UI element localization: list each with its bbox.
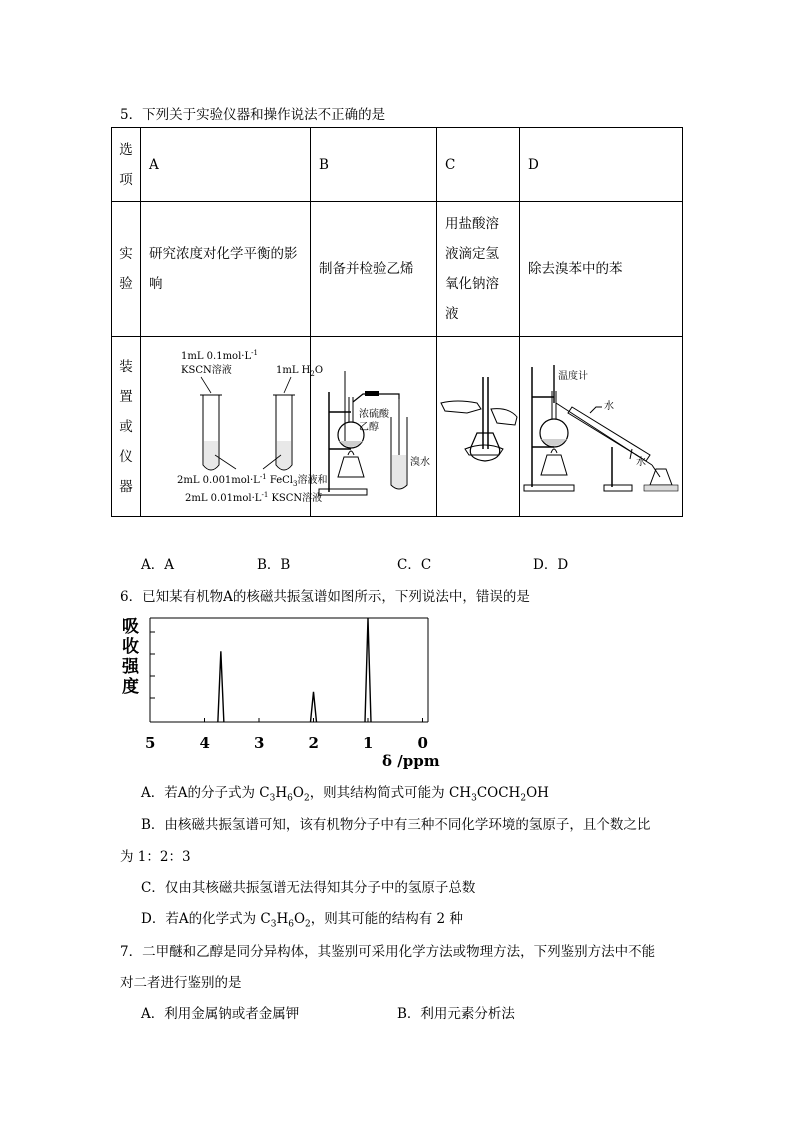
x-tick-label-0: 0 <box>417 734 428 752</box>
fig-a-cell <box>141 337 328 517</box>
fig-a-label-fecl3: 2mL $0.001mol\cdot L^{-1}$ FeCl$_3$溶液和 <box>177 473 328 488</box>
q6-option-a[interactable]: A．若A的分子式为 $C_3H_6O_2$，则其结构简式可能为 $CH_3COCH_2OH$ <box>141 785 549 804</box>
experiment-label-cell: 实 验 <box>112 202 141 337</box>
ylabel-char-0: 吸 <box>122 617 139 637</box>
q5-option-a[interactable]: A．A <box>141 557 174 573</box>
q5-option-c[interactable]: C．C <box>397 557 432 573</box>
fig-d-label-water-out: 水 <box>636 457 646 468</box>
right-hand <box>491 409 517 425</box>
fig-a-label-water: 1mL $H_2O$ <box>276 365 324 378</box>
x-tick-label-4: 4 <box>199 734 210 752</box>
fig-a-label-scn2: KSCN溶液 <box>181 365 232 376</box>
fig-c-titration <box>437 337 520 516</box>
fig-a-label-kscn: 2mL $0.01mol\cdot L^{-1}$ KSCN溶液 <box>185 491 323 504</box>
q6-stem: 6．已知某有机物A的核磁共振氢谱如图所示，下列说法中，错误的是 <box>120 589 530 605</box>
q7-stem-line2: 对二者进行鉴别的是 <box>120 975 242 991</box>
q5-stem: 5．下列关于实验仪器和操作说法不正确的是 <box>120 107 386 123</box>
y-ticks <box>150 632 155 698</box>
condenser <box>568 407 650 461</box>
col-a-experiment: 研究浓度对化学平衡的影响 <box>141 202 311 337</box>
fig-b-label-acid: 浓硫酸 <box>359 409 389 420</box>
q5-option-d[interactable]: D．D <box>533 557 569 573</box>
receiving-flask <box>650 469 672 485</box>
x-tick-label-1: 1 <box>363 734 374 752</box>
y-axis-label <box>121 617 140 697</box>
left-hand <box>441 401 481 413</box>
q5-table <box>111 127 683 517</box>
fig-d-label-water-in: 水 <box>604 401 614 412</box>
col-d-experiment: 除去溴苯中的苯 <box>520 202 683 337</box>
col-a-letter: A <box>141 128 311 202</box>
ylabel-char-1: 收 <box>122 637 139 657</box>
q5-option-b[interactable]: B．B <box>257 557 291 573</box>
x-tick-label-2: 2 <box>308 734 319 752</box>
fig-a-label-scn: 1mL $0.1mol\cdot L^{-1}$ <box>181 349 258 362</box>
header-option-cell: 选 项 <box>112 128 141 202</box>
q7-option-a[interactable]: A．利用金属钠或者金属钾 <box>141 1006 300 1022</box>
col-d-letter: D <box>520 128 683 202</box>
fig-d-distillation <box>520 337 683 516</box>
nmr-peaks <box>218 618 371 722</box>
q7-option-b[interactable]: B．利用元素分析法 <box>397 1006 515 1022</box>
x-axis-label: δ /ppm <box>382 752 440 770</box>
col-b-experiment: 制备并检验乙烯 <box>311 202 437 337</box>
x-tick-label-3: 3 <box>254 734 265 752</box>
fig-d-cell <box>520 337 683 517</box>
q7-stem-line1: 7．二甲醚和乙醇是同分异构体，其鉴别可采用化学方法或物理方法，下列鉴别方法中不能 <box>120 944 656 960</box>
conical-flask <box>470 433 499 461</box>
nmr-peak-1 <box>311 692 317 722</box>
col-c-experiment: 用盐酸溶液滴定氢氧化钠溶液 <box>437 202 520 337</box>
fig-b-label-bromine: 溴水 <box>410 457 430 468</box>
nmr-peak-2 <box>365 618 371 722</box>
q6-option-d[interactable]: D．若A的化学式为 $C_3H_6O_2$，则其可能的结构有 2 种 <box>141 911 463 930</box>
ylabel-char-2: 强 <box>122 657 139 677</box>
q6-option-b-cont: 为 1：2：3 <box>120 849 191 865</box>
fig-d-label-thermometer: 温度计 <box>558 371 588 382</box>
fig-c-cell <box>437 337 520 517</box>
apparatus-label-cell: 装 置 或 仪 器 <box>112 337 141 517</box>
fig-b-cell <box>311 337 437 517</box>
x-tick-label-5: 5 <box>145 734 156 752</box>
q6-option-c[interactable]: C．仅由其核磁共振氢谱无法得知其分子中的氢原子总数 <box>141 880 476 896</box>
nmr-peak-0 <box>218 651 224 722</box>
ylabel-char-3: 度 <box>122 677 139 697</box>
fig-b-label-ethanol: 乙醇 <box>359 422 379 433</box>
col-c-letter: C <box>437 128 520 202</box>
nmr-chart <box>118 610 448 772</box>
col-b-letter: B <box>311 128 437 202</box>
fig-a-test-tubes <box>141 337 328 516</box>
fig-b-ethylene-apparatus <box>311 337 437 516</box>
q6-option-b[interactable]: B．由核磁共振氢谱可知，该有机物分子中有三种不同化学环境的氢原子，且个数之比 <box>141 817 651 833</box>
x-ticks <box>145 718 428 752</box>
